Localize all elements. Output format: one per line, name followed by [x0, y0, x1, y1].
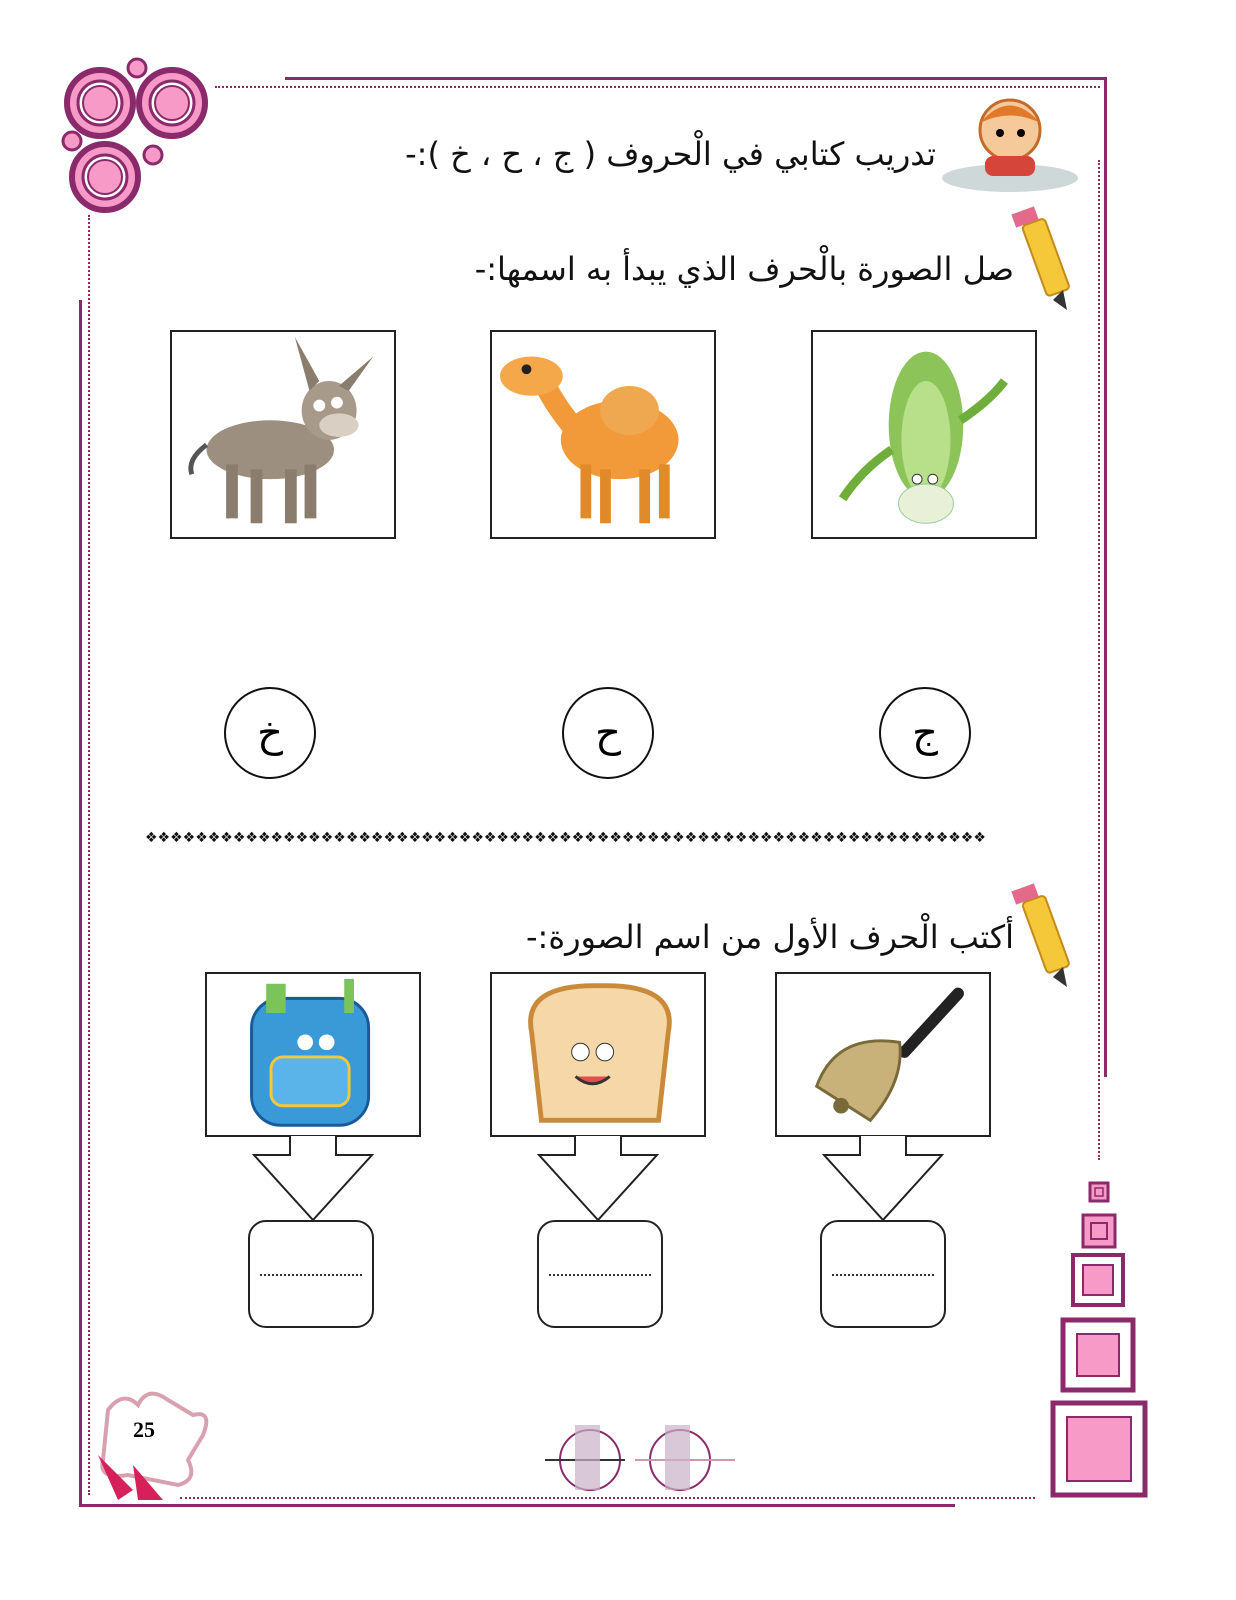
bell-image — [777, 974, 989, 1135]
frame-right — [1104, 77, 1107, 1077]
donkey-image — [172, 332, 394, 537]
answer-box-bell[interactable] — [820, 1220, 946, 1328]
answer-line — [832, 1274, 934, 1276]
frame-right-dotted — [1098, 160, 1100, 1160]
circles-decoration — [58, 55, 213, 215]
picture-donkey[interactable] — [170, 330, 396, 539]
letter-jeem[interactable] — [879, 687, 971, 779]
squares-decoration — [1045, 1175, 1155, 1505]
section2-instruction: أكتب الْحرف الأول من اسم الصورة:- — [526, 918, 1014, 956]
answer-box-bread[interactable] — [537, 1220, 663, 1328]
page-title: تدريب كتابي في الْحروف ( ج ، ح ، خ ):- — [405, 135, 936, 173]
boy-writing-icon — [935, 88, 1080, 198]
frame-left-dotted — [88, 215, 90, 1495]
publisher-logo — [540, 1420, 740, 1495]
picture-lettuce[interactable] — [811, 330, 1037, 539]
lettuce-image — [813, 332, 1035, 537]
frame-bottom-dotted — [180, 1497, 1035, 1499]
letter-haa[interactable] — [562, 687, 654, 779]
answer-box-bag[interactable] — [248, 1220, 374, 1328]
letter-khaa[interactable] — [224, 687, 316, 779]
letter-text: ح — [595, 710, 621, 756]
picture-bag — [205, 972, 421, 1137]
bag-image — [207, 974, 419, 1135]
answer-line — [549, 1274, 651, 1276]
answer-line — [260, 1274, 362, 1276]
section1-instruction: صل الصورة بالْحرف الذي يبدأ به اسمها:- — [474, 250, 1014, 288]
picture-bread — [490, 972, 706, 1137]
frame-top — [285, 77, 1107, 80]
pencil-icon — [1005, 205, 1085, 315]
camel-image — [492, 332, 714, 537]
frame-left — [79, 300, 82, 1507]
letter-text: خ — [257, 710, 283, 756]
frame-bottom — [79, 1504, 955, 1507]
picture-camel[interactable] — [490, 330, 716, 539]
picture-bell — [775, 972, 991, 1137]
pencil-icon — [1005, 882, 1085, 992]
page-number: 25 — [133, 1417, 155, 1442]
diamond-divider: ❖❖❖❖❖❖❖❖❖❖❖❖❖❖❖❖❖❖❖❖❖❖❖❖❖❖❖❖❖❖❖❖❖❖❖❖❖❖❖❖❖❖❖❖❖❖❖❖❖❖❖❖❖❖❖❖❖❖❖❖❖❖❖❖❖❖❖ — [145, 830, 986, 846]
bread-image — [492, 974, 704, 1135]
letter-text: ج — [912, 710, 938, 756]
